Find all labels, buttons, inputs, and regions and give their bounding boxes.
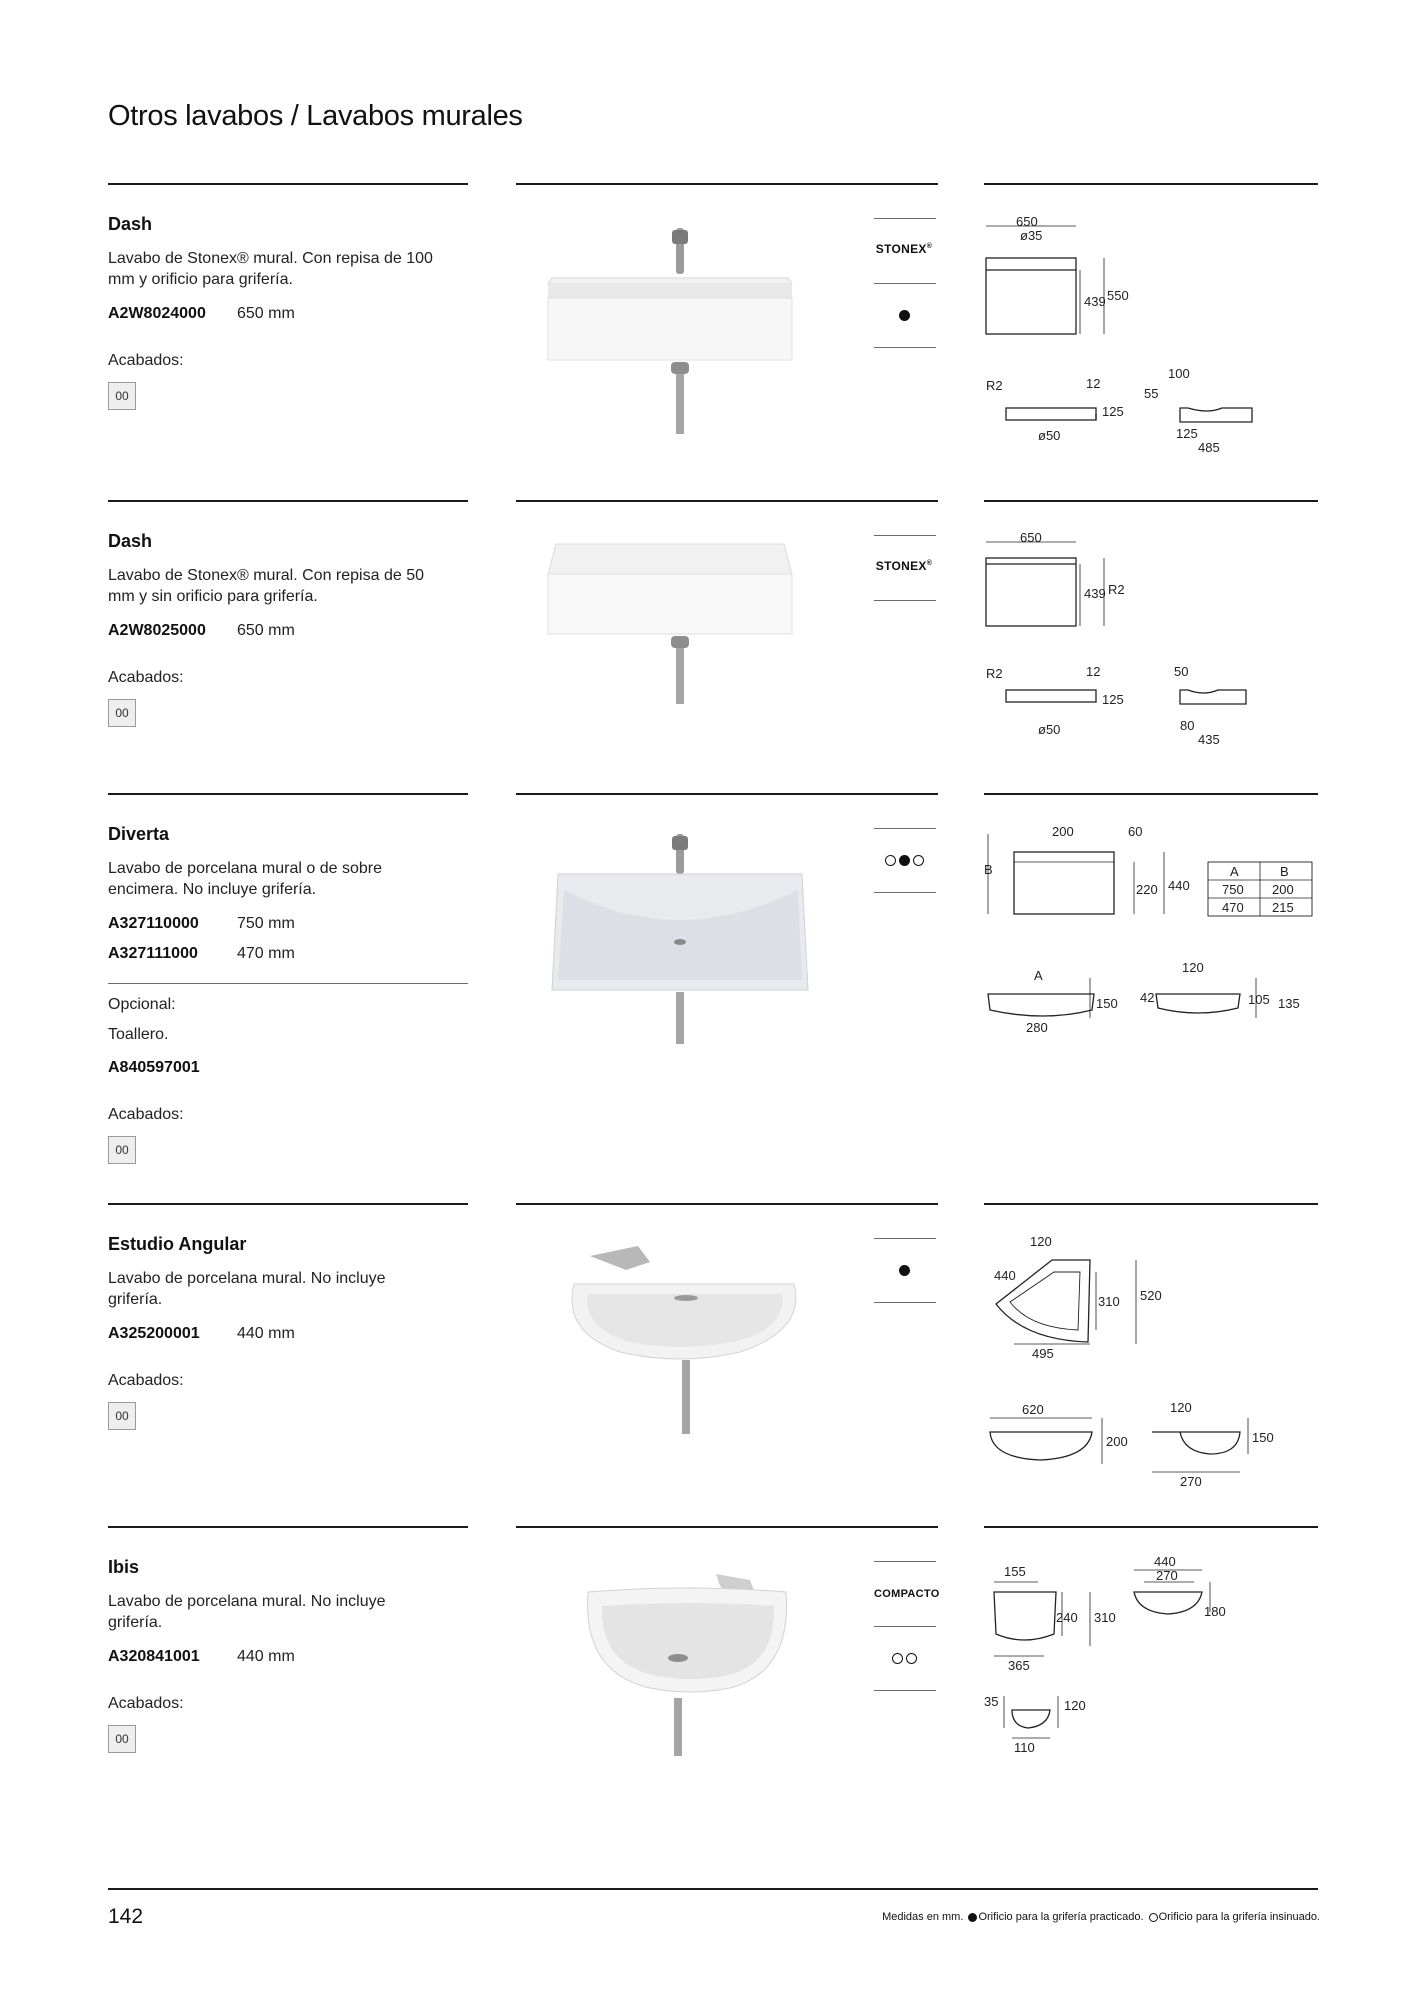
dim-label: ø35	[1020, 228, 1043, 243]
dim-label: 105	[1248, 992, 1270, 1007]
dimension-drawing	[984, 1232, 1324, 1492]
tap-hole-indicator	[874, 1650, 934, 1668]
tap-hole-filled-icon	[899, 310, 910, 321]
product-name: Diverta	[108, 824, 170, 844]
dimension-drawing	[984, 528, 1324, 758]
tap-hole-open-icon	[1149, 1913, 1158, 1922]
tap-hole-indicator	[874, 1262, 934, 1280]
page-number: 142	[108, 1905, 144, 1928]
dim-label: 120	[1030, 1234, 1052, 1249]
dim-label: B	[984, 862, 993, 877]
finish-swatch[interactable]: 00	[108, 1136, 136, 1164]
divider	[984, 500, 1318, 502]
dim-label: 150	[1096, 996, 1118, 1011]
dim-label: 155	[1004, 1564, 1026, 1579]
badge-rule	[874, 1690, 936, 1691]
badge-rule	[874, 535, 936, 536]
finish-swatch[interactable]: 00	[108, 382, 136, 410]
dim-label: 280	[1026, 1020, 1048, 1035]
product-description: Lavabo de Stonex® mural. Con repisa de 100 mm y orificio para grifería.	[108, 250, 433, 288]
product-code: A2W8024000	[108, 305, 206, 322]
material-badge: STONEX®	[875, 242, 933, 256]
divider	[108, 500, 468, 502]
estudio-angular-sink-photo	[560, 1240, 820, 1440]
badge-rule	[874, 218, 936, 219]
badge-rule	[874, 892, 936, 893]
tap-hole-filled-icon	[899, 855, 910, 866]
product-name: Dash	[108, 531, 153, 551]
dim-label: 495	[1032, 1346, 1054, 1361]
table-header: B	[1280, 864, 1289, 879]
product-code: A327110000	[108, 915, 199, 932]
divider	[108, 1526, 468, 1528]
dim-label: 550	[1107, 288, 1129, 303]
dim-label: 435	[1198, 732, 1220, 747]
dim-label: 125	[1176, 426, 1198, 441]
badge-rule	[874, 1302, 936, 1303]
optional-item: Toallero.	[108, 1026, 169, 1043]
footer-divider	[108, 1888, 1318, 1890]
dim-label: 35	[984, 1694, 999, 1709]
footer-measures: Medidas en mm.	[882, 1911, 964, 1923]
optional-label: Opcional:	[108, 996, 176, 1013]
badge-rule	[874, 1238, 936, 1239]
dim-label: 310	[1098, 1294, 1120, 1309]
divider	[984, 1526, 1318, 1528]
dash-sink-photo	[540, 540, 820, 710]
dim-label: 180	[1204, 1604, 1226, 1619]
dim-label: 485	[1198, 440, 1220, 455]
dim-label: 365	[1008, 1658, 1030, 1673]
dim-label: 270	[1156, 1568, 1178, 1583]
dim-label: 520	[1140, 1288, 1162, 1303]
dim-label: 220	[1136, 882, 1158, 897]
dim-label: 440	[1168, 878, 1190, 893]
ibis-sink-photo	[580, 1562, 800, 1762]
dim-label: 439	[1084, 294, 1106, 309]
product-size: 650 mm	[237, 622, 295, 639]
dim-label: 200	[1106, 1434, 1128, 1449]
dim-label: 650	[1020, 530, 1042, 545]
finishes-label: Acabados:	[108, 1106, 184, 1123]
badge-rule	[874, 828, 936, 829]
tap-hole-indicator	[874, 307, 934, 325]
dim-label: 620	[1022, 1402, 1044, 1417]
material-badge: COMPACTO	[874, 1588, 940, 1600]
dim-label: 120	[1064, 1698, 1086, 1713]
divider	[516, 1203, 938, 1205]
finish-swatch[interactable]: 00	[108, 699, 136, 727]
product-description: Lavabo de porcelana mural o de sobre encimera. No incluye grifería.	[108, 860, 382, 898]
table-cell: 750	[1222, 882, 1244, 897]
dim-label: ø50	[1038, 428, 1061, 443]
dim-label: 125	[1102, 404, 1124, 419]
product-size: 750 mm	[237, 915, 295, 932]
dim-label: A	[1034, 968, 1043, 983]
divider	[984, 183, 1318, 185]
divider	[984, 1203, 1318, 1205]
divider	[516, 500, 938, 502]
dim-label: 240	[1056, 1610, 1078, 1625]
product-size: 650 mm	[237, 305, 295, 322]
dimension-drawing	[984, 1556, 1324, 1756]
dim-label: 440	[1154, 1556, 1176, 1569]
dim-label: 12	[1086, 376, 1101, 391]
divider	[516, 793, 938, 795]
dim-label: 60	[1128, 824, 1143, 839]
finishes-label: Acabados:	[108, 669, 184, 686]
finishes-label: Acabados:	[108, 1695, 184, 1712]
page-title: Otros lavabos / Lavabos murales	[108, 100, 523, 132]
tap-hole-indicator	[874, 852, 934, 870]
dim-label: R2	[986, 378, 1003, 393]
tap-hole-open-icon	[892, 1653, 903, 1664]
dim-label: 135	[1278, 996, 1300, 1011]
divider	[108, 1203, 468, 1205]
dim-label: 125	[1102, 692, 1124, 707]
dimension-drawing	[984, 822, 1324, 1052]
dim-label: ø50	[1038, 722, 1061, 737]
footer-legend	[882, 1911, 1320, 1923]
finish-swatch[interactable]: 00	[108, 1725, 136, 1753]
dim-label: 270	[1180, 1474, 1202, 1489]
dim-label: 55	[1144, 386, 1159, 401]
product-name: Dash	[108, 214, 153, 234]
dim-label: 200	[1052, 824, 1074, 839]
divider	[108, 793, 468, 795]
product-description: Lavabo de porcelana mural. No incluye grifería.	[108, 1270, 386, 1308]
tap-hole-open-icon	[885, 855, 896, 866]
footer-open-legend: Orificio para la grifería insinuado.	[1158, 1911, 1320, 1923]
dim-label: 50	[1174, 664, 1189, 679]
product-size: 440 mm	[237, 1325, 295, 1342]
dim-label: 100	[1168, 366, 1190, 381]
product-description: Lavabo de porcelana mural. No incluye grifería.	[108, 1593, 386, 1631]
dim-label: 439	[1084, 586, 1106, 601]
material-badge: STONEX®	[875, 559, 933, 573]
divider	[516, 1526, 938, 1528]
badge-rule	[874, 1626, 936, 1627]
divider	[108, 183, 468, 185]
finishes-label: Acabados:	[108, 1372, 184, 1389]
product-code: A320841001	[108, 1648, 200, 1665]
diverta-sink-photo	[540, 830, 820, 1050]
tap-hole-open-icon	[906, 1653, 917, 1664]
badge-rule	[874, 600, 936, 601]
dim-label: 42	[1140, 990, 1155, 1005]
dim-label: 110	[1014, 1740, 1035, 1755]
dimension-drawing	[984, 212, 1324, 462]
finish-swatch[interactable]: 00	[108, 1402, 136, 1430]
divider	[516, 183, 938, 185]
table-cell: 215	[1272, 900, 1294, 915]
tap-hole-filled-icon	[968, 1913, 977, 1922]
divider	[984, 793, 1318, 795]
dim-label: 310	[1094, 1610, 1116, 1625]
product-size: 440 mm	[237, 1648, 295, 1665]
dash-sink-photo	[540, 222, 820, 442]
table-cell: 200	[1272, 882, 1294, 897]
dim-label: R2	[986, 666, 1003, 681]
badge-rule	[874, 347, 936, 348]
dim-label: 12	[1086, 664, 1101, 679]
dim-label: 150	[1252, 1430, 1274, 1445]
footer-filled-legend: Orificio para la grifería practicado.	[978, 1911, 1144, 1923]
product-description: Lavabo de Stonex® mural. Con repisa de 50 mm y sin orificio para grifería.	[108, 567, 424, 605]
tap-hole-filled-icon	[899, 1265, 910, 1276]
optional-code: A840597001	[108, 1059, 200, 1076]
table-header: A	[1230, 864, 1239, 879]
badge-rule	[874, 283, 936, 284]
dim-label: 80	[1180, 718, 1195, 733]
dim-label: 120	[1182, 960, 1204, 975]
dim-label: 120	[1170, 1400, 1192, 1415]
dim-label: R2	[1108, 582, 1125, 597]
product-code: A327111000	[108, 945, 198, 962]
tap-hole-open-icon	[913, 855, 924, 866]
finishes-label: Acabados:	[108, 352, 184, 369]
optional-rule	[108, 983, 468, 984]
product-code: A2W8025000	[108, 622, 206, 639]
badge-rule	[874, 1561, 936, 1562]
product-name: Ibis	[108, 1557, 140, 1577]
dim-label: 440	[994, 1268, 1016, 1283]
product-size: 470 mm	[237, 945, 295, 962]
product-code: A325200001	[108, 1325, 200, 1342]
table-cell: 470	[1222, 900, 1244, 915]
dim-label: 650	[1016, 214, 1038, 229]
product-name: Estudio Angular	[108, 1234, 247, 1254]
